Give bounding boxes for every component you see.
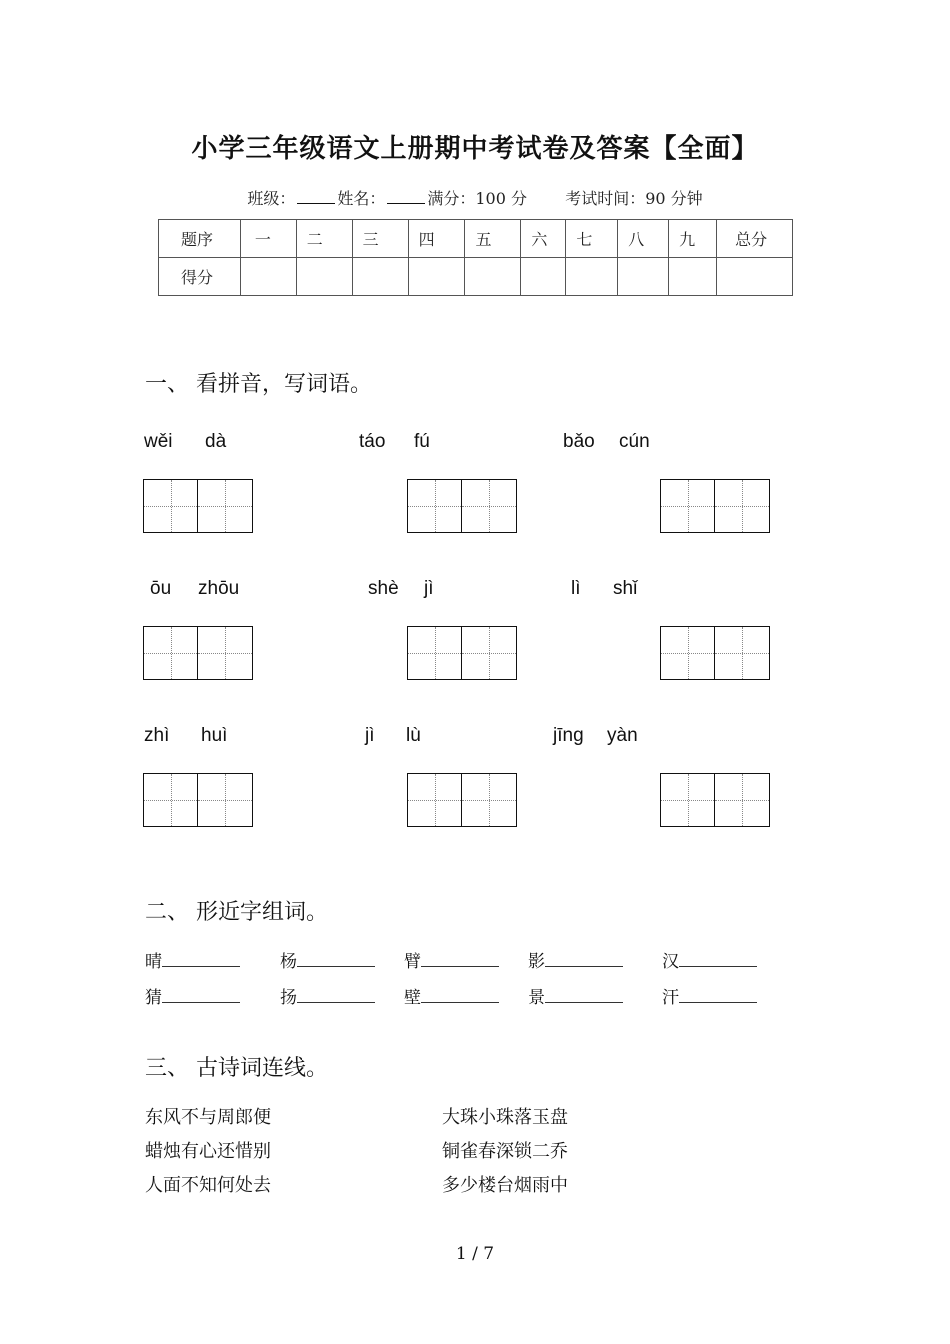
score-cell[interactable] xyxy=(618,258,669,296)
table-header-cell: 八 xyxy=(618,220,669,258)
writing-box[interactable] xyxy=(143,773,253,827)
table-header-cell: 二 xyxy=(296,220,352,258)
word-form-char: 壁 xyxy=(404,988,421,1008)
score-cell[interactable] xyxy=(408,258,465,296)
score-table-score-row xyxy=(159,258,793,296)
writing-box[interactable] xyxy=(143,479,253,533)
poem-line-right[interactable]: 大珠小珠落玉盘 xyxy=(442,1107,568,1128)
pinyin-syllable: jì xyxy=(365,725,375,746)
word-form-item[interactable] xyxy=(528,947,623,972)
word-form-item[interactable] xyxy=(280,983,375,1008)
table-header-cell: 三 xyxy=(352,220,408,258)
table-row-label: 得分 xyxy=(159,258,241,296)
table-header-cell: 一 xyxy=(240,220,296,258)
name-blank[interactable] xyxy=(387,189,425,204)
table-header-cell: 六 xyxy=(521,220,566,258)
word-form-item[interactable] xyxy=(662,983,757,1008)
word-form-item[interactable] xyxy=(145,947,240,972)
score-cell[interactable] xyxy=(465,258,521,296)
exam-time: 考试时间：90 分钟 xyxy=(565,189,703,208)
word-form-item[interactable] xyxy=(662,947,757,972)
writing-box[interactable] xyxy=(660,626,770,680)
pinyin-syllable: dà xyxy=(205,431,227,452)
poem-line-right[interactable]: 铜雀春深锁二乔 xyxy=(442,1141,568,1162)
score-cell[interactable] xyxy=(521,258,566,296)
poem-line-left[interactable]: 人面不知何处去 xyxy=(145,1175,271,1196)
exam-info xyxy=(0,186,950,209)
pinyin-syllable: lì xyxy=(571,578,581,599)
word-form-item[interactable] xyxy=(280,947,375,972)
section-3-heading: 三、 古诗词连线。 xyxy=(145,1056,328,1081)
writing-box[interactable] xyxy=(660,479,770,533)
table-header-cell: 四 xyxy=(408,220,465,258)
table-header-cell: 九 xyxy=(669,220,717,258)
section-2-heading: 二、 形近字组词。 xyxy=(145,900,328,925)
poem-line-right[interactable]: 多少楼台烟雨中 xyxy=(442,1175,568,1196)
pinyin-syllable: zhōu xyxy=(198,578,240,599)
word-form-char: 杨 xyxy=(280,952,297,972)
pinyin-syllable: cún xyxy=(619,431,650,452)
pinyin-syllable: táo xyxy=(359,431,386,452)
poem-line-left[interactable]: 蜡烛有心还惜别 xyxy=(145,1141,271,1162)
pinyin-syllable: wěi xyxy=(144,431,173,452)
name-label: 姓名： xyxy=(337,189,386,208)
page-title: 小学三年级语文上册期中考试卷及答案【全面】 xyxy=(191,134,759,164)
writing-box[interactable] xyxy=(660,773,770,827)
section-1-heading: 一、 看拼音，写词语。 xyxy=(145,372,372,397)
word-form-char: 晴 xyxy=(145,952,162,972)
class-label: 班级： xyxy=(247,189,296,208)
word-form-char: 影 xyxy=(528,952,545,972)
table-header-cell: 题序 xyxy=(159,220,241,258)
score-cell[interactable] xyxy=(566,258,618,296)
word-form-char: 臂 xyxy=(404,952,421,972)
pinyin-syllable: huì xyxy=(201,725,228,746)
page-number: 1 / 7 xyxy=(455,1244,495,1264)
score-table xyxy=(158,219,793,296)
pinyin-syllable: bǎo xyxy=(563,431,595,452)
pinyin-syllable: zhì xyxy=(144,725,170,746)
word-form-char: 猜 xyxy=(145,988,162,1008)
pinyin-syllable: lù xyxy=(406,725,421,746)
word-form-item[interactable] xyxy=(404,983,499,1008)
word-form-item[interactable] xyxy=(145,983,240,1008)
pinyin-syllable: shè xyxy=(368,578,399,599)
score-table-header-row xyxy=(159,220,793,258)
pinyin-syllable: shǐ xyxy=(613,578,638,599)
pinyin-syllable: jì xyxy=(424,578,434,599)
word-form-item[interactable] xyxy=(404,947,499,972)
class-blank[interactable] xyxy=(297,189,335,204)
score-cell[interactable] xyxy=(240,258,296,296)
score-cell[interactable] xyxy=(669,258,717,296)
writing-box[interactable] xyxy=(407,773,517,827)
word-form-char: 扬 xyxy=(280,988,297,1008)
score-cell[interactable] xyxy=(352,258,408,296)
writing-box[interactable] xyxy=(407,479,517,533)
table-header-cell: 五 xyxy=(465,220,521,258)
table-header-cell: 总分 xyxy=(717,220,793,258)
pinyin-syllable: fú xyxy=(414,431,430,452)
score-cell[interactable] xyxy=(717,258,793,296)
word-form-char: 汉 xyxy=(662,952,679,972)
pinyin-syllable: yàn xyxy=(607,725,638,746)
pinyin-syllable: ōu xyxy=(150,578,172,599)
score-cell[interactable] xyxy=(296,258,352,296)
word-form-char: 汗 xyxy=(662,988,679,1008)
poem-line-left[interactable]: 东风不与周郎便 xyxy=(145,1107,271,1128)
full-score: 满分：100 分 xyxy=(427,189,528,208)
writing-box[interactable] xyxy=(143,626,253,680)
table-header-cell: 七 xyxy=(566,220,618,258)
word-form-item[interactable] xyxy=(528,983,623,1008)
word-form-char: 景 xyxy=(528,988,545,1008)
pinyin-syllable: jīng xyxy=(553,725,584,746)
writing-box[interactable] xyxy=(407,626,517,680)
